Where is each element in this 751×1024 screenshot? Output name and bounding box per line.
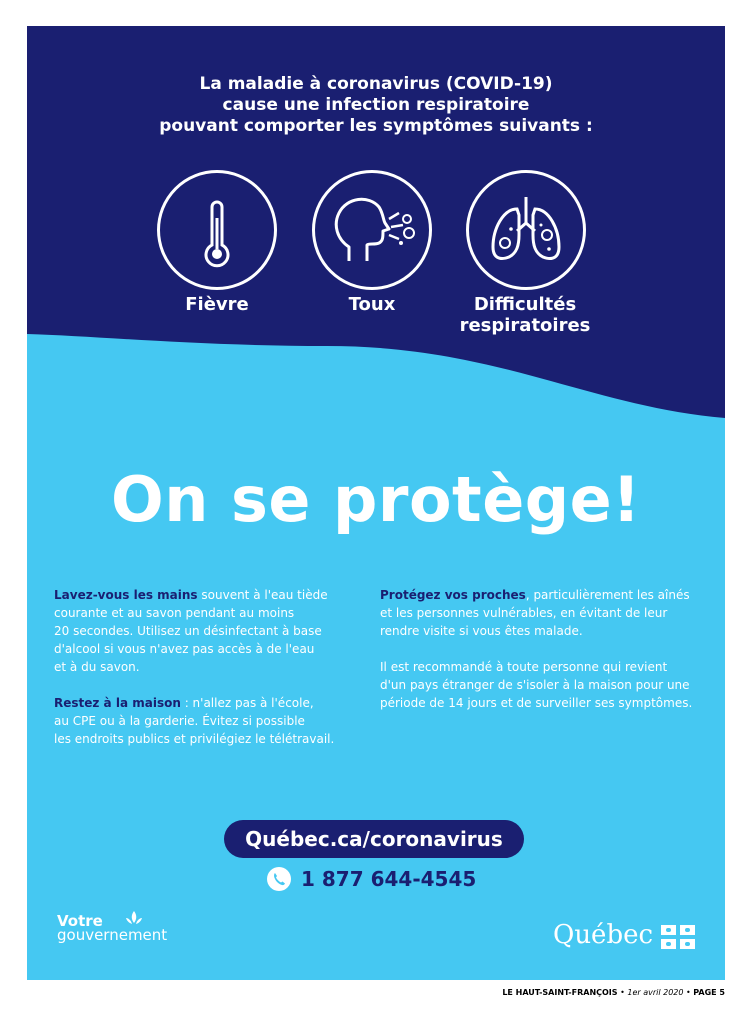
phone-number: 1 877 644-4545 <box>301 867 477 891</box>
symptom-label-breathing <box>435 294 615 336</box>
symptom-cough-circle <box>312 170 432 290</box>
footer-date: 1er avril 2020 <box>627 988 684 997</box>
footer-page: PAGE 5 <box>693 988 725 997</box>
text-line: d'un pays étranger de s'isoler à la maison pour une <box>380 678 690 692</box>
text-line: , particulièrement les aînés <box>525 588 690 602</box>
votre-gouvernement-logo <box>57 914 167 942</box>
text-line: au CPE ou à la garderie. Évitez si possible <box>54 714 305 728</box>
intro-line-1: La maladie à coronavirus (COVID-19) <box>199 74 553 94</box>
symptom-breathing-circle <box>466 170 586 290</box>
symptom-label-cough: Toux <box>348 294 396 315</box>
fleur-de-lis-icon <box>123 910 145 930</box>
intro-text <box>27 74 725 137</box>
symptom-label-breathing-line-2: respiratoires <box>459 315 591 336</box>
text-line: les endroits publics et privilégiez le télétravail. <box>54 732 335 746</box>
text-line: 20 secondes. Utilisez un désinfectant à base <box>54 624 322 638</box>
left-column <box>54 586 354 766</box>
thermometer-icon <box>160 173 274 287</box>
stay-home-title: Restez à la maison <box>54 696 181 710</box>
text-line: période de 14 jours et de surveiller ses symptômes. <box>380 696 693 710</box>
hand-washing-title: Lavez-vous les mains <box>54 588 198 602</box>
right-column <box>380 586 715 730</box>
footer-publication: LE HAUT-SAINT-FRANÇOIS <box>502 988 618 997</box>
cough-icon <box>315 173 429 287</box>
phone-line[interactable] <box>267 866 487 892</box>
symptom-label-fever: Fièvre <box>185 294 249 315</box>
travel-isolation-paragraph <box>380 658 715 712</box>
text-line: d'alcool si vous n'avez pas accès à de l'eau <box>54 642 315 656</box>
text-line: rendre visite si vous êtes malade. <box>380 624 583 638</box>
text-line: Il est recommandé à toute personne qui revient <box>380 660 668 674</box>
gov-logo-line-1: Votre <box>57 912 103 930</box>
page-footer: LE HAUT-SAINT-FRANÇOIS • 1er avril 2020 • PAGE 5 <box>502 988 725 997</box>
text-line: courante et au savon pendant au moins <box>54 606 295 620</box>
symptom-fever-circle <box>157 170 277 290</box>
protect-relatives-title: Protégez vos proches <box>380 588 526 602</box>
stay-home-paragraph <box>54 694 354 748</box>
protect-relatives-paragraph <box>380 586 715 640</box>
poster <box>27 26 725 980</box>
quebec-flag-icon <box>661 925 695 949</box>
symptom-label-breathing-line-1: Difficultés <box>473 294 577 315</box>
lungs-icon <box>469 173 583 287</box>
gov-logo-line-2: gouvernement <box>57 926 168 944</box>
intro-line-2: cause une infection respiratoire <box>222 95 530 115</box>
text-line: et les personnes vulnérables, en évitant de leur <box>380 606 668 620</box>
intro-line-3: pouvant comporter les symptômes suivants : <box>159 116 593 136</box>
text-line: : n'allez pas à l'école, <box>180 696 314 710</box>
website-link-button[interactable]: Québec.ca/coronavirus <box>224 820 524 858</box>
quebec-wordmark: Québec <box>553 920 654 950</box>
hand-washing-paragraph <box>54 586 354 676</box>
text-line: souvent à l'eau tiède <box>197 588 328 602</box>
headline: On se protège! <box>111 463 641 536</box>
text-line: et à du savon. <box>54 660 140 674</box>
phone-icon <box>267 867 291 891</box>
